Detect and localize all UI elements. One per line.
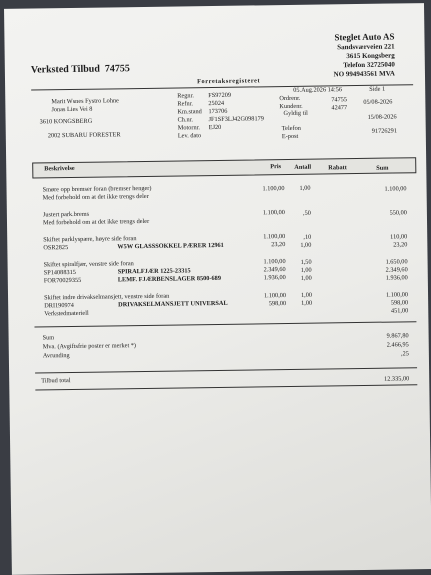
valid-until-date: 15/08-2026 [367, 113, 397, 121]
line-text: Skiftet parklyspære, høyre side foran [43, 235, 137, 244]
customer-number: 42477 [331, 104, 348, 112]
total-label: Tilbud total [41, 377, 71, 385]
order-label: Kundenr. [279, 102, 303, 111]
part-code: FOR70029355 [43, 276, 82, 285]
total-rule-bottom [35, 384, 417, 390]
column-header-bar [32, 157, 416, 178]
line-qty: 1,00 [301, 299, 313, 307]
part-code: OSR2825 [43, 244, 69, 252]
line-sum: 1.650,00 [385, 258, 408, 266]
document-title [31, 63, 130, 75]
vehicle-label: Refnr. [177, 100, 193, 108]
col-sum: Sum [376, 164, 389, 172]
print-date: 05.Aug.2026 14:56 [293, 86, 343, 94]
part-name: LEMF. FJÆRBENSLAGER 8500-689 [117, 274, 222, 284]
vehicle-chassis: JF1SF3LJ42G098179 [208, 115, 264, 124]
company-org: NO 994943561 MVA [333, 69, 396, 79]
header-rule [31, 84, 413, 90]
col-description: Beskrivelse [44, 164, 75, 173]
line-price: 598,00 [268, 300, 287, 308]
phone-label: Telefon [281, 124, 301, 133]
col-price: Pris [270, 163, 282, 171]
vehicle-label: Ch.nr. [177, 116, 194, 124]
offer-number: 74755 [104, 63, 130, 75]
col-qty: Antall [294, 163, 312, 171]
line-text: Med forbehold om at det ikke trengs deler [42, 192, 149, 202]
line-sum: 23,20 [393, 241, 408, 249]
line-qty: 1,00 [300, 266, 312, 274]
vehicle-label: Km.stand [177, 108, 202, 116]
line-text: Verkstedmateriell [44, 309, 89, 318]
line-sum: 550,00 [389, 209, 407, 217]
line-price: 2.349,60 [263, 266, 286, 274]
line-sum: 598,00 [390, 299, 409, 307]
part-name: SPIRALFJÆR 1225-23315 [117, 267, 191, 276]
customer-name: Marit Wsnes Fystro Lohne [51, 97, 119, 106]
totals-rule [34, 321, 416, 327]
vehicle-refnr: 25024 [208, 99, 225, 108]
line-sum: 110,00 [390, 233, 408, 241]
order-label: Ordrenr. [279, 94, 301, 103]
part-code: SP14088315 [43, 268, 76, 277]
invoice-sheet [4, 3, 431, 575]
order-label: Gyldig til [283, 109, 308, 118]
line-price: 1.100,00 [262, 209, 285, 217]
total-value: 12.335,00 [383, 375, 410, 383]
line-price: 1.100,00 [263, 292, 287, 300]
email-label: E-post [281, 132, 299, 141]
vat-value: 2.466,95 [386, 341, 409, 349]
line-sum: 2.349,60 [385, 266, 408, 274]
title-text: Verksted Tilbud [30, 63, 100, 76]
part-code: DRI190974 [44, 301, 74, 310]
line-price: 1.100,00 [263, 233, 286, 241]
line-qty: 1,00 [300, 241, 312, 249]
customer-car: 2002 SUBARU FORESTER [47, 131, 121, 140]
sum-value: 9.867,80 [386, 332, 409, 340]
vehicle-label: Regnr. [177, 92, 194, 100]
line-qty: 1,00 [300, 274, 312, 282]
rounding-label: Avrunding [42, 352, 70, 360]
phone-value: 91726291 [371, 127, 397, 135]
vehicle-regnr: FS97209 [208, 91, 232, 100]
vehicle-label: Motornr. [177, 124, 200, 132]
line-price: 1.936,00 [263, 274, 286, 282]
line-text: Smøre opp bremser foran (bremser henger) [42, 184, 152, 194]
sum-label: Sum [42, 334, 55, 342]
rounding-value: ,25 [400, 350, 409, 358]
line-qty: 1,00 [299, 184, 311, 192]
customer-city: 3610 KONGSBERG [39, 117, 93, 126]
vehicle-motor: EJ20 [208, 123, 222, 132]
part-name: W5W GLASSSOKKEL PÆRER 12961 [117, 241, 224, 251]
line-sum: 451,00 [390, 307, 409, 315]
line-sum: 1.936,00 [385, 274, 408, 282]
register-label: Forretaksregisteret [197, 77, 261, 86]
company-phone: Telefon 32725040 [343, 60, 395, 70]
line-qty: ,10 [303, 233, 312, 241]
line-text: Justert park.brems [42, 210, 90, 219]
total-rule-top [35, 367, 417, 373]
line-price: 23,20 [271, 241, 286, 249]
company-city: 3615 Kongsberg [346, 51, 395, 61]
order-number: 74755 [331, 96, 348, 104]
vehicle-label: Lev. dato [177, 132, 202, 140]
order-date: 05/08-2026 [363, 98, 393, 106]
col-discount: Rabatt [328, 164, 347, 172]
line-text: Skiftet indre drivakselmansjett, venstre side foran [44, 292, 170, 302]
line-sum: 1.100,00 [385, 291, 409, 299]
line-sum: 1.100,00 [384, 185, 407, 193]
company-street: Sandsværveien 221 [337, 42, 395, 52]
vat-label: Mva. (Avgiftsfrie poster er merket *) [42, 342, 137, 351]
line-qty: ,50 [302, 209, 311, 217]
line-text: Med forbehold om at det ikke trengs deler [42, 217, 150, 227]
line-price: 1.100,00 [263, 258, 286, 266]
page-label: Side 1 [369, 85, 386, 93]
company-name: Steglet Auto AS [334, 31, 395, 43]
vehicle-km: 173706 [208, 107, 228, 116]
customer-street: Jonas Lies Vei 8 [51, 105, 93, 114]
line-text: Skiftet spiralfjær, venstre side foran [43, 260, 134, 269]
line-qty: 1,50 [300, 258, 312, 266]
line-price: 1.100,00 [262, 185, 285, 193]
part-name: DRIVAKSELMANSJETT UNIVERSAL [118, 299, 228, 309]
line-qty: 1,00 [300, 291, 313, 299]
